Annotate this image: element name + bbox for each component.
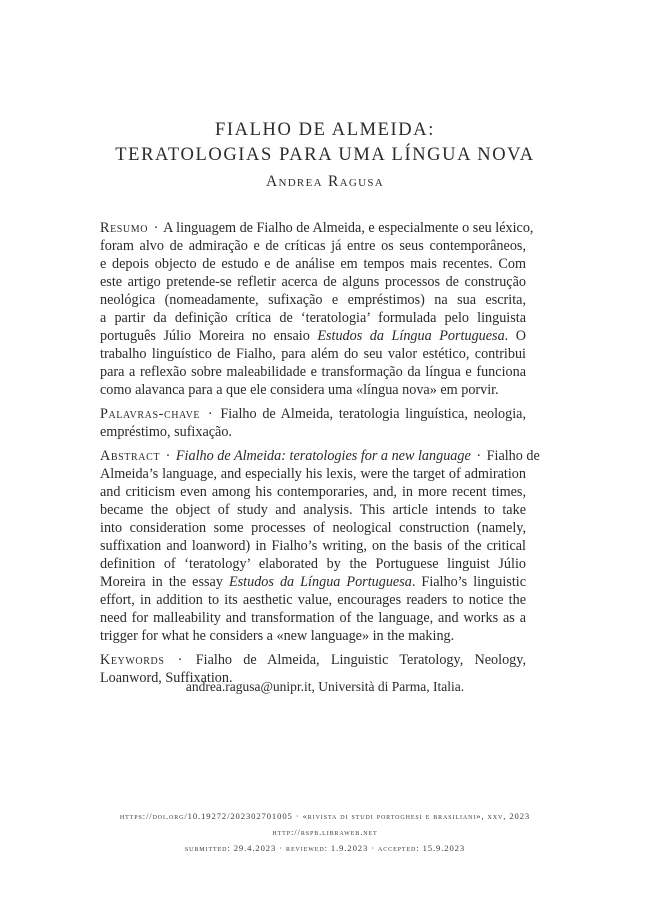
keywords-text: Fialho de Almeida, Linguistic Teratology, Neology, — [195, 652, 526, 668]
keywords-label: Keywords — [100, 652, 165, 668]
abstract-line: Moreira in the essay — [100, 574, 223, 590]
abstract-english-title: Fialho de Almeida: teratologies for a new language — [175, 448, 471, 464]
title-line-2: TERATOLOGIAS PARA UMA LÍNGUA NOVA — [115, 145, 535, 165]
submission-dates: submitted: 29.4.2023 · reviewed: 1.9.2023 · accepted: 15.9.2023 — [184, 843, 466, 853]
separator-dot: · — [476, 448, 482, 464]
resumo-line: foram alvo de admiração e de críticas já entre os seus contemporâneos, — [100, 238, 526, 254]
abstract-line: Almeida’s language, and especially his lexis, were the target of admiration — [100, 466, 526, 482]
abstract-label: Abstract — [100, 448, 161, 464]
resumo-cited-work: Estudos da Língua Portuguesa — [317, 328, 505, 344]
abstract-line: and criticism even among his contemporaries, and, in more recent times, — [100, 484, 526, 500]
abstract-block — [100, 219, 540, 693]
abstract-line: into consideration some processes of neological construction (namely, — [100, 520, 526, 536]
palavras-chave-paragraph — [100, 405, 526, 441]
keywords-text: Loanword, Suffixation. — [100, 670, 233, 686]
title-line-1: FIALHO DE ALMEIDA: — [215, 120, 435, 140]
resumo-label: Resumo — [100, 220, 149, 236]
abstract-line: became the object of study and analysis. This article intends to take — [100, 502, 526, 518]
author-name: Andrea Ragusa — [265, 173, 385, 190]
abstract-line: trigger for what he considers a «new language» in the making. — [100, 628, 455, 644]
resumo-line: A linguagem de Fialho de Almeida, e especialmente o seu léxico, — [163, 220, 534, 236]
resumo-line: português Júlio Moreira no ensaio — [100, 328, 310, 344]
article-title — [0, 118, 650, 168]
abstract-line: need for malleability and transformation of the language, and works as a — [100, 610, 526, 626]
abstract-line: effort, in addition to its aesthetic value, encourages readers to notice the — [100, 592, 526, 608]
abstract-cited-work: Estudos da Língua Portuguesa — [228, 574, 412, 590]
abstract-line-tail: . Fialho’s linguistic — [411, 574, 527, 590]
resumo-line: este artigo pretende-se refletir acerca de alguns processos de construção — [100, 274, 526, 290]
resumo-line: neológica (nomeadamente, sufixação e empréstimos) na sua escrita, — [100, 292, 526, 308]
palavras-chave-label: Palavras-chave — [100, 406, 201, 422]
abstract-line: Fialho de — [486, 448, 540, 464]
separator-dot: · — [177, 652, 183, 668]
resumo-paragraph — [100, 219, 534, 399]
doi-line: https://doi.org/10.19272/202302701005 · «rivista di studi portoghesi e brasiliani», xxv, 2023 — [119, 811, 531, 821]
journal-footer — [0, 808, 650, 856]
author-contact: andrea.ragusa@unipr.it, Università di Parma, Italia. — [185, 679, 465, 694]
resumo-line: para a reflexão sobre maleabilidade e transformação da língua e funciona — [100, 364, 526, 380]
abstract-line: definition of ‘teratology’ elaborated by the Portuguese linguist Júlio — [100, 556, 526, 572]
palavras-chave-text: empréstimo, sufixação. — [100, 424, 232, 440]
palavras-chave-text: Fialho de Almeida, teratologia linguística, neologia, — [220, 406, 527, 422]
separator-dot: · — [207, 406, 213, 422]
abstract-line: suffixation and loanword) in Fialho’s writing, on the basis of the critical — [100, 538, 526, 554]
resumo-line: como alavanca para a que ele considera uma «língua nova» em porvir. — [100, 382, 499, 398]
abstract-paragraph — [100, 447, 540, 645]
resumo-line: trabalho linguístico de Fialho, para além do seu valor estético, contribui — [100, 346, 526, 362]
separator-dot: · — [165, 448, 171, 464]
separator-dot: · — [153, 220, 159, 236]
resumo-line: e depois objecto de estudo e de análise em tempos mais recentes. Com — [100, 256, 526, 272]
resumo-line: a partir da definição crítica de ‘teratologia’ formulada pelo linguista — [100, 310, 526, 326]
resumo-line-tail: . O — [504, 328, 526, 344]
journal-url: http://rspb.libraweb.net — [272, 827, 378, 837]
